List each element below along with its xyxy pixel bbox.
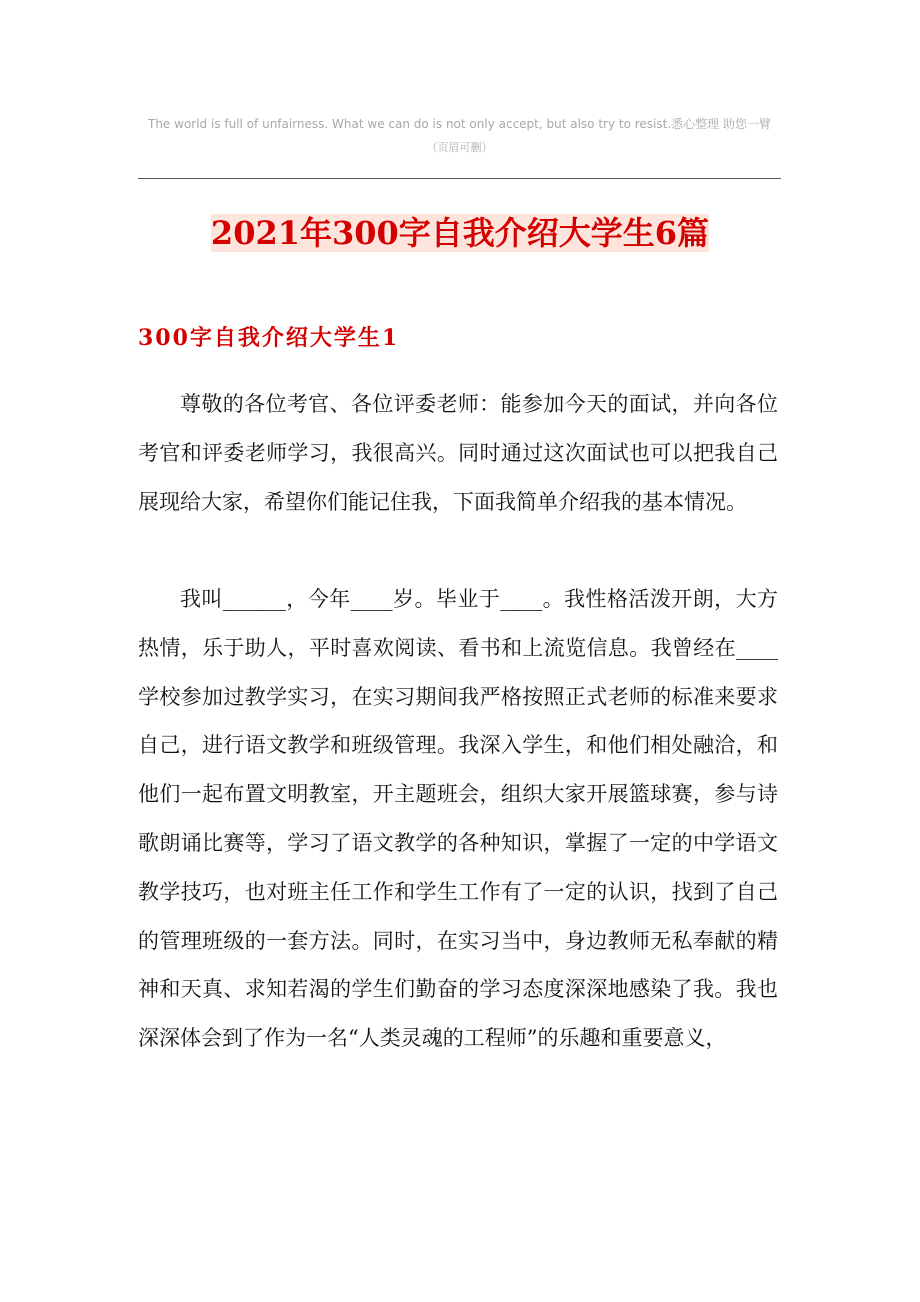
body-paragraph-1: 尊敬的各位考官、各位评委老师：能参加今天的面试，并向各位考官和评委老师学习，我很高兴。同时通过这次面试也可以把我自己展现给大家，希望你们能记住我，下面我简单介绍我的基本情况。 bbox=[138, 392, 778, 514]
header-note: （页眉可删） bbox=[426, 141, 493, 154]
header-divider bbox=[138, 178, 781, 179]
header-quote: The world is full of unfairness. What we can do is not only accept, but also try to resist.悉心整理 助您一臂 bbox=[148, 117, 771, 131]
document-title-text: 2021年300字自我介绍大学生6篇 bbox=[210, 214, 710, 252]
document-title bbox=[0, 208, 920, 258]
section-heading: 300字自我介绍大学生1 bbox=[138, 325, 400, 351]
page-header bbox=[138, 112, 781, 160]
body-paragraph-2: 我叫______，今年____岁。毕业于____。我性格活泼开朗，大方热情，乐于助人，平时喜欢阅读、看书和上流览信息。我曾经在____学校参加过教学实习，在实习期间我严格按照正式老师的标准来要求自己，进行语文教学和班级管理。我深入学生，和他们相处融洽，和他们一起布置文明教室，开主题班会，组织大家开展篮球赛，参与诗歌朗诵比赛等，学习了语文教学的各种知识，掌握了一定的中学语文教学技巧，也对班主任工作和学生工作有了一定的认识，找到了自己的管理班级的一套方法。同时，在实习当中，身边教师无私奉献的精神和天真、求知若渴的学生们勤奋的学习态度深深地感染了我。我也深深体会到了作为一名“人类灵魂的工程师”的乐趣和重要意义， bbox=[138, 587, 778, 1051]
